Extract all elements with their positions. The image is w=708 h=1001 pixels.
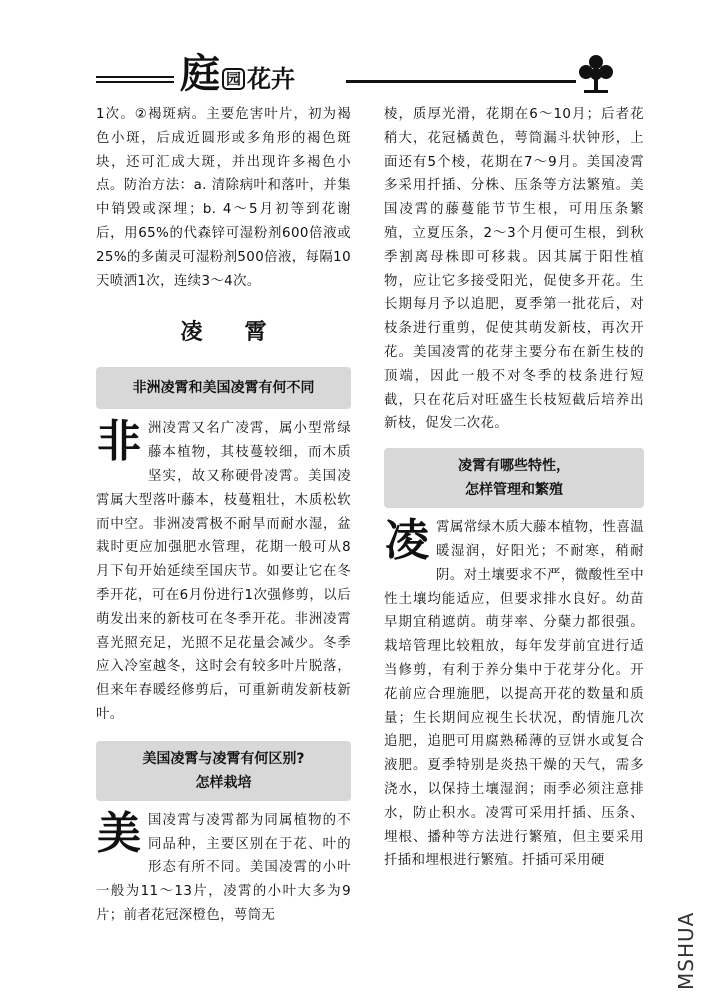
- subheading-text-line1: 美国凌霄与凌霄有何区别?: [142, 750, 305, 767]
- header-title-rest: 花卉: [247, 64, 296, 93]
- article-block-1: [96, 417, 351, 726]
- subheading-text-line2: 怎样管理和繁殖: [465, 482, 563, 499]
- drop-cap: 非: [97, 417, 141, 468]
- left-paragraph-1: 1次。②褐斑病。主要危害叶片，初为褐色小斑，后成近圆形或多角形的褐色斑块，还可汇成大斑，并出现许多褐色小点。防治方法：a. 清除病叶和落叶，并集中销毁或深埋；b. 4～5月初等到花谢后，用65%的代森锌可湿粉剂600倍液或25%的多菌灵可湿粉剂500倍液，每隔10天喷洒1次，连续3～4次。: [96, 107, 351, 289]
- right-column: [384, 103, 644, 873]
- section-title: 凌霄: [180, 319, 309, 346]
- left-column: [96, 103, 351, 928]
- header-rule-right: [346, 80, 576, 83]
- right-paragraph-1: 棱，质厚光滑，花期在6～10月；后者花稍大，花冠橘黄色，萼筒漏斗状钟形，上面还有5个棱，花期在7～9月。美国凌霄多采用扦插、分株、压条等方法繁殖。美国凌霄的藤蔓能节节生根，可用压条繁殖，立夏压条，2～3个月便可生根，到秋季割离母株即可移栽。因其属于阳性植物，应让它多接受阳光，促使多开花。生长期每月予以追肥，夏季第一批花后，对枝条进行重剪，促使其萌发新枝，再次开花。美国凌霄的花芽主要分布在新生枝的顶端，因此一般不对冬季的枝条进行短截，只在花后对旺盛生长枝短截后培养出新枝，促发二次花。: [384, 107, 644, 432]
- drop-cap: 凌: [385, 516, 429, 567]
- flower-ornament-icon: [576, 52, 616, 96]
- watermark-text: MSHUA: [674, 911, 698, 990]
- right-paragraph-2: 霄属常绿木质大藤本植物，性喜温暖湿润，好阳光；不耐寒，稍耐阴。对土壤要求不严，微酸性至中性土壤均能适应，但要求排水良好。幼苗早期宜稍遮荫。萌芽率、分蘖力都很强。栽培管理比较粗放，每年发芽前宜进行适当修剪，有利于养分集中于花芽分化。开花前应合理施肥，以提高开花的数量和质量；生长期间应视生长状况，酌情施几次追肥，追肥可用腐熟稀薄的豆饼水或复合液肥。夏季特别是炎热干燥的天气，需多浇水，以保持土壤湿润；雨季必须注意排水，防止积水。凌霄可采用扦插、压条、埋根、播种等方法进行繁殖，但主要采用扦插和埋根进行繁殖。扦插可采用硬: [384, 520, 644, 869]
- left-paragraph-2: 洲凌霄又名广凌霄，属小型常绿藤本植物，其枝蔓较细，而木质坚实，故又称硬骨凌霄。美国凌霄属大型落叶藤本，枝蔓粗壮，木质松软而中空。非洲凌霄极不耐旱而耐水湿，盆栽时更应加强肥水管理，花期一般可从8月下旬开始延续至国庆节。如要让它在冬季开花，可在6月份进行1次强修剪，以后萌发出来的新枝可在冬季开花。非洲凌霄喜光照充足，光照不足花量会减少。冬季应入冷室越冬，这时会有较多叶片脱落，但来年春暖经修剪后，可重新萌发新枝新叶。: [96, 421, 351, 722]
- subheading-banner-1: [96, 367, 351, 409]
- subheading-text-line2: 怎样栽培: [195, 774, 252, 791]
- subheading-text: 非洲凌霄和美国凌霄有何不同: [132, 380, 315, 397]
- left-paragraph-3: 国凌霄与凌霄都为同属植物的不同品种，主要区别在于花、叶的形态有所不同。美国凌霄的小叶一般为11～13片，凌霄的小叶大多为9片；前者花冠深橙色，萼筒无: [96, 812, 351, 923]
- header-rule: [96, 81, 174, 83]
- subheading-banner-2: [96, 741, 351, 801]
- subheading-banner-3: [384, 448, 644, 508]
- header-rule: [96, 76, 174, 78]
- section-header: [96, 48, 616, 100]
- header-title-char: 庭: [180, 50, 220, 97]
- header-title-boxed-char: 园: [222, 68, 245, 90]
- subheading-text-line1: 凌霄有哪些特性，: [458, 458, 570, 475]
- header-title: [180, 50, 295, 96]
- drop-cap: 美: [97, 808, 141, 859]
- article-block-3: [384, 516, 644, 873]
- article-block-2: [96, 809, 351, 928]
